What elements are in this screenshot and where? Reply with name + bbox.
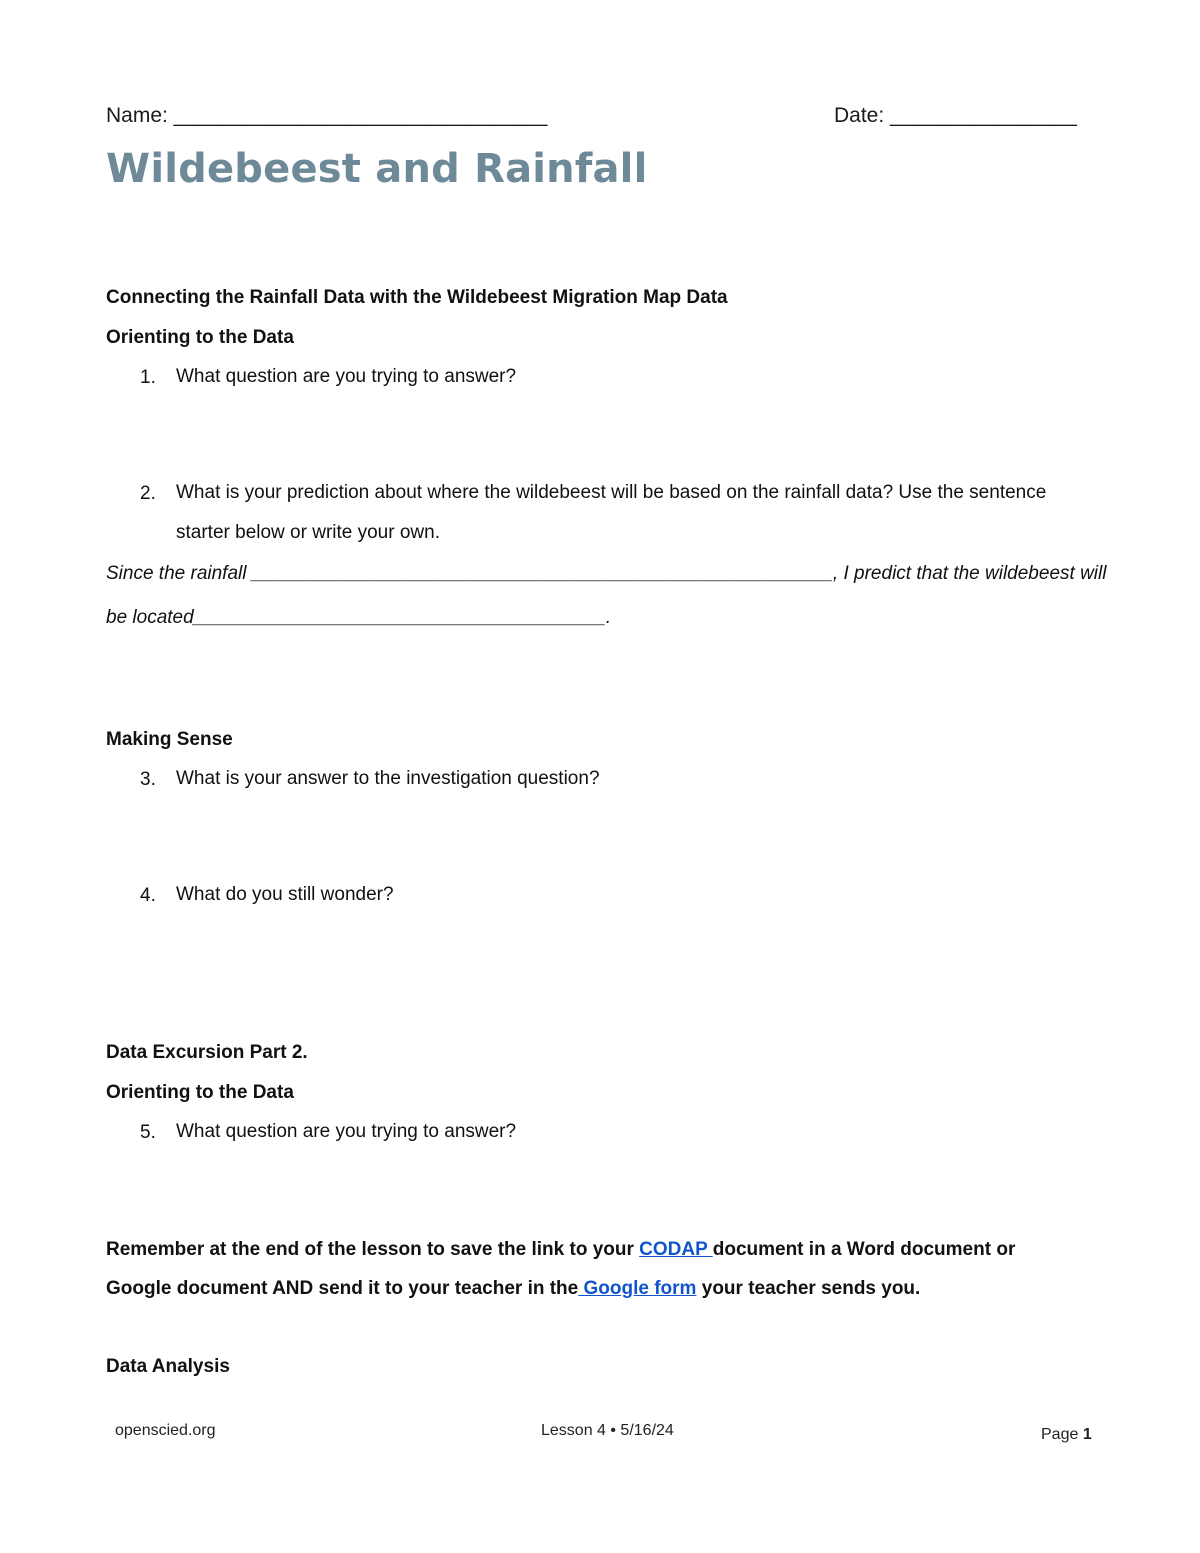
reminder-line-2	[106, 1278, 920, 1300]
page-number: 1	[1082, 1426, 1092, 1443]
footer-page	[1041, 1426, 1092, 1444]
subheading-orienting: Orienting to the Data	[106, 327, 294, 348]
google-form-link[interactable]: Google form	[578, 1278, 697, 1299]
question-text: What question are you trying to answer?	[176, 366, 517, 387]
sentence-starter-line-1: Since the rainfall _______________________________________________________, I predict that the wildebeest will	[106, 563, 1107, 584]
question-text: What is your prediction about where the wildebeest will be based on the rainfall data? Use the sentence starter below or write your own.	[176, 482, 1047, 543]
question-number: 5.	[140, 1122, 156, 1143]
sentence-starter-line-2: be located_______________________________________.	[106, 607, 612, 628]
section-heading-data-analysis: Data Analysis	[106, 1356, 230, 1377]
question-text: What question are you trying to answer?	[176, 1121, 517, 1142]
reminder-text: Remember at the end of the lesson to save the link to your	[106, 1239, 640, 1260]
codap-link[interactable]: CODAP	[639, 1239, 713, 1260]
question-number: 1.	[140, 367, 156, 388]
section-heading-connecting: Connecting the Rainfall Data with the Wildebeest Migration Map Data	[106, 287, 728, 308]
footer-site: openscied.org	[115, 1422, 216, 1439]
question-number: 3.	[140, 769, 156, 790]
reminder-text: document in a Word document or	[712, 1239, 1016, 1260]
section-heading-making-sense: Making Sense	[106, 729, 233, 750]
question-text: What do you still wonder?	[176, 884, 394, 905]
subheading-orienting-2: Orienting to the Data	[106, 1082, 294, 1103]
reminder-line-1	[106, 1239, 1015, 1261]
reminder-text: Google document AND send it to your teacher in the	[106, 1278, 579, 1299]
footer-lesson: Lesson 4 • 5/16/24	[541, 1422, 674, 1439]
page-title: Wildebeest and Rainfall	[106, 146, 648, 192]
date-field-label: Date: ________________	[834, 104, 1077, 127]
section-heading-data-excursion: Data Excursion Part 2.	[106, 1042, 308, 1063]
page-label: Page	[1041, 1426, 1083, 1443]
question-text: What is your answer to the investigation question?	[176, 768, 600, 789]
name-field-label: Name: ________________________________	[106, 104, 548, 127]
question-number: 4.	[140, 885, 156, 906]
reminder-text: your teacher sends you.	[696, 1278, 921, 1299]
question-number: 2.	[140, 483, 156, 504]
